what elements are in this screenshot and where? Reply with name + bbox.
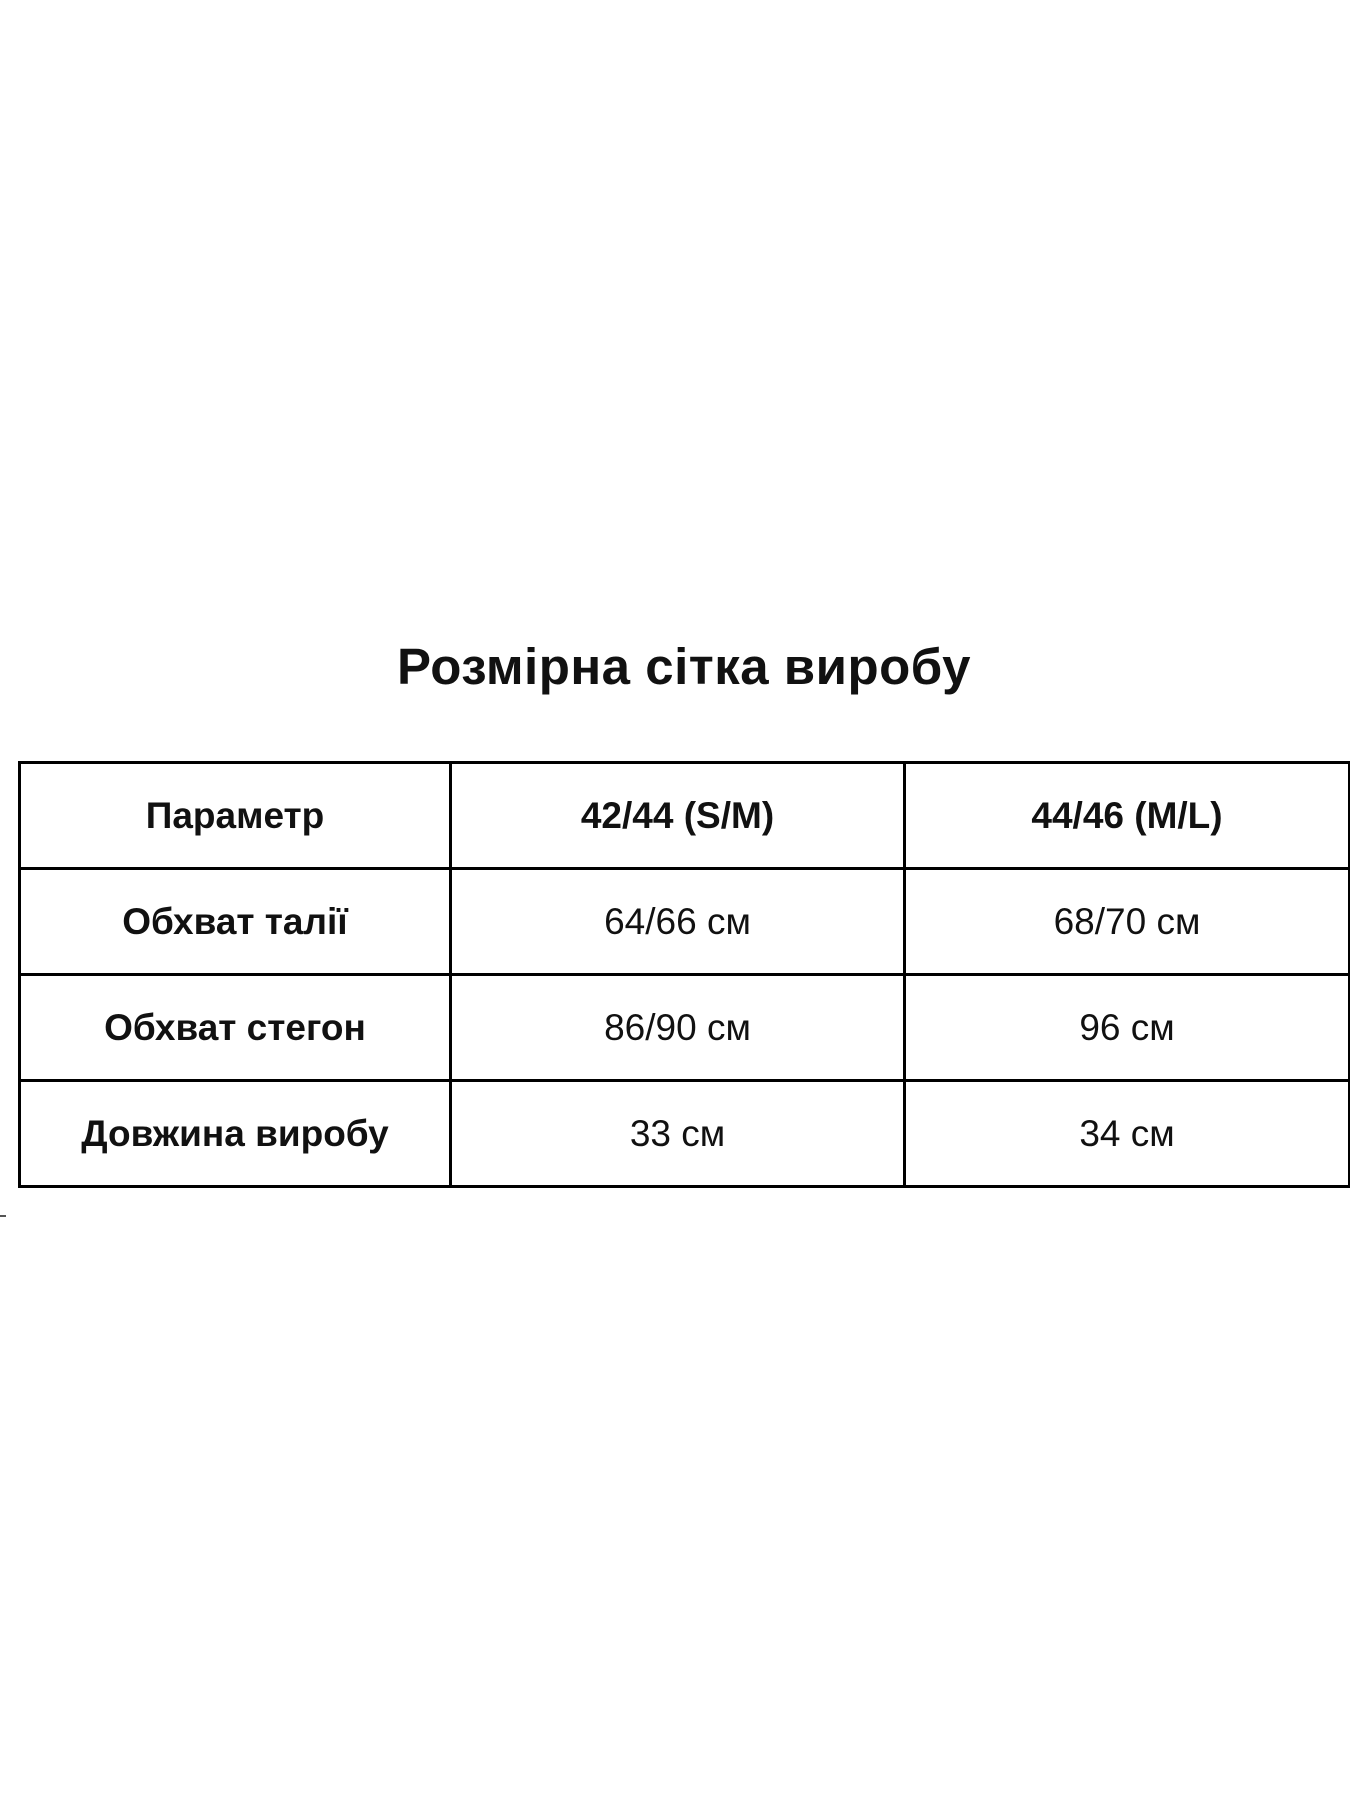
header-cell-size-m-l: 44/46 (M/L) xyxy=(905,763,1350,869)
edge-tick-mark xyxy=(0,1215,6,1217)
row-label-hips: Обхват стегон xyxy=(20,975,451,1081)
table-cell: 96 см xyxy=(905,975,1350,1081)
table-header-row xyxy=(20,763,1350,869)
table-row xyxy=(20,975,1350,1081)
table-cell: 64/66 см xyxy=(451,869,905,975)
table-cell: 33 см xyxy=(451,1081,905,1187)
table-cell: 68/70 см xyxy=(905,869,1350,975)
row-label-length: Довжина виробу xyxy=(20,1081,451,1187)
page-title: Розмірна сітка виробу xyxy=(397,638,971,695)
table-cell: 34 см xyxy=(905,1081,1350,1187)
header-cell-parameter: Параметр xyxy=(20,763,451,869)
table-cell: 86/90 см xyxy=(451,975,905,1081)
table-row xyxy=(20,869,1350,975)
header-cell-size-s-m: 42/44 (S/M) xyxy=(451,763,905,869)
row-label-waist: Обхват талії xyxy=(20,869,451,975)
size-chart-table xyxy=(18,761,1350,1188)
table-row xyxy=(20,1081,1350,1187)
